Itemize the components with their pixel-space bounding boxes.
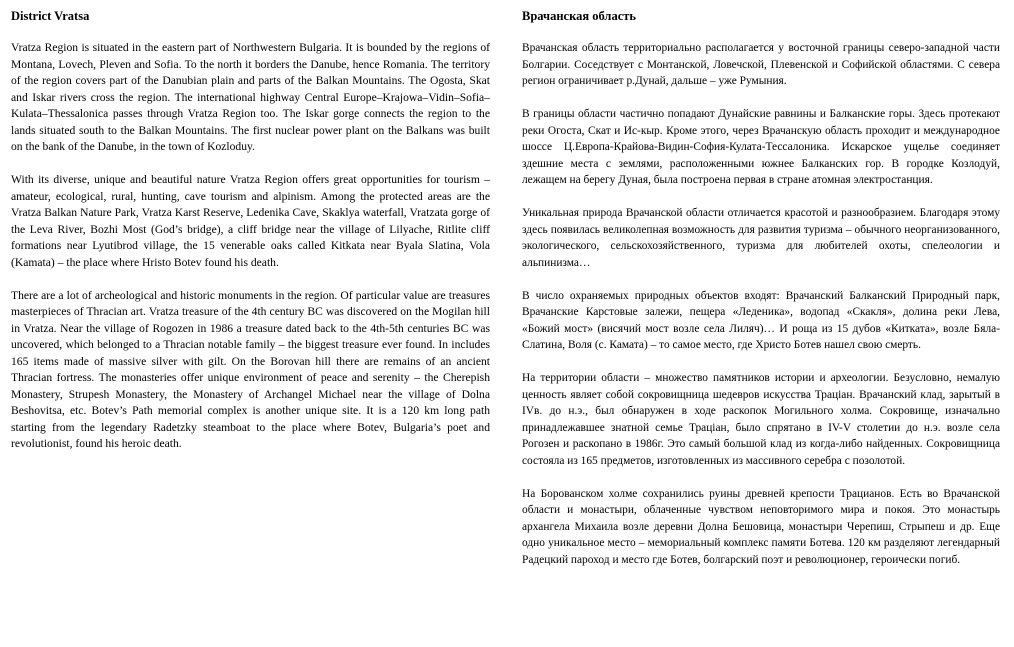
english-column [11,8,490,469]
english-paragraph: Vratza Region is situated in the eastern part of Northwestern Bulgaria. It is bounded by the regions of Montana, Lovech, Pleven and Sofia. To the north it borders the Danube, hence Romania. The territory of the region covers part of the Danubian plain and parts of the Balkan Mountains. The Ogosta, Skat and Iskar rivers cross the region. The international highway Central Europe–Krajowa–Vidin–Sofia–Kulata–Thessalonica passes through Vratza Region too. The Iskar gorge connects the region to the lands situated south to the Balkan Mountains. The first nuclear power plant on the Balkans was built on the bank of the Danube, in the town of Kozloduy. [11,41,490,153]
russian-column [522,8,1000,585]
russian-paragraph: В границы области частично попадают Дунайские равнины и Балканские горы. Здесь протекают реки Огоста, Скат и Ис-кыр. Кроме этого, через Врачанскую область проходит и международное шоссе Ц.Европа-Крайова-Видин-София-Кулата-Тессалоника. Искарское ущелье соединяет здешние места с землями, расположенными южнее Балканских гор. В городке Козлодуй, лежащем на берегу Дуная, была построена первая в стране атомная электростанция. [522,108,1000,186]
russian-paragraph: На территории области – множество памятников истории и археологии. Безусловно, немалую ценность являет собой сокровищница шедевров искусства Траціан. Врачанский клад, зарытый в IVв. до н.э., был обнаружен в ходе раскопок Могильного холма. Сокровище, изначально принадлежавшее знатной семье Траціан, было спрятано в IV-V столетии до н.э. возле села Рогозен и раскопано в 1986г. Это самый большой клад из когда-либо найденных. Сокровищница состояла из 165 предметов, изготовленных из массивного серебра с позолотой. [522,372,1000,467]
russian-paragraph: Уникальная природа Врачанской области отличается красотой и разнообразием. Благодаря этому здесь появилась великолепная возможность для развития туризма – обычного неорганизованного, экологического, сельскохозяйственного, туризма для любителей охоты, спелеологии и альпинизма… [522,207,1000,269]
english-paragraph: There are a lot of archeological and historic monuments in the region. Of particular value are treasures masterpieces of Thracian art. Vratza treasure of the 4th century BC was discovered on the Mogilan hill in Vratza. Near the village of Rogozen in 1986 a treasure dated back to the 4th-5th centuries BC was uncovered, which belonged to a Thracian notable family – the biggest treasure ever found. In includes 165 items made of massive silver with gilt. On the Borovan hill there are remains of an ancient Thracian fortress. The monasteries offer unique environment of peace and serenity – the Cherepish Monastery, Strupesh Monastery, the Monastery of Archangel Michael near the village of Dolna Beshovitsa, etc. Botev’s Path memorial complex is another unique site. It is a 120 km long path starting from the legendary Radetzky steamboat to the place where Botev, Bulgaria’s poet and revolutionist, found his heroic death. [11,288,490,450]
russian-paragraph: На Борованском холме сохранились руины древней крепости Трацианов. Есть во Врачанской области и монастыри, облаченные чувством неповторимого мира и покоя. Это монастырь архангела Михаила возле деревни Долна Бешовица, монастыри Черепиш, Стрыпеш и др. Еще одно уникальное место – мемориальный комплекс памяти Ботева. 120 км разделяют легендарный Радецкий пароход и место где Ботев, болгарский поэт и революционер, героически погиб. [522,487,1000,566]
english-paragraph: With its diverse, unique and beautiful nature Vratza Region offers great opportunities for tourism – amateur, ecological, rural, hunting, cave tourism and alpinism. Among the protected areas are the Vratza Balkan Nature Park, Vratza Karst Reserve, Ledenika Cave, Skaklya waterfall, Vratzata gorge of the Leva River, Bozhi Most (God’s bridge), a cliff bridge near the village of Lilyache, Ritlite cliff formations near Lyutibrod village, the 15 venerable oaks called Kitkata near Byala Slatina, Vola (Kamata) – the place where Hristo Botev found his death. [11,173,490,269]
russian-title: Врачанская область [522,9,636,23]
english-title: District Vratsa [11,9,90,23]
russian-paragraph: Врачанская область территориально располагается у восточной границы северо-западной части Болгарии. Соседствует с Монтанской, Ловечской, Плевенской и Софийской областями. С севера регион ограничивает р.Дунай, дальше – уже Румыния. [522,42,1000,87]
russian-paragraph: В число охраняемых природных объектов входят: Врачанский Балканский Природный парк, Врачанские Карстовые залежи, пещера «Леденика», водопад «Скакля», долина реки Лева, «Божий мост» (висячий мост возле села Лиляч)… И роща из 15 дубов «Китката», возле Бяла-Слатина, Воля (с. Камата) – то самое место, где Христо Ботев нашел свою смерть. [522,289,1000,351]
